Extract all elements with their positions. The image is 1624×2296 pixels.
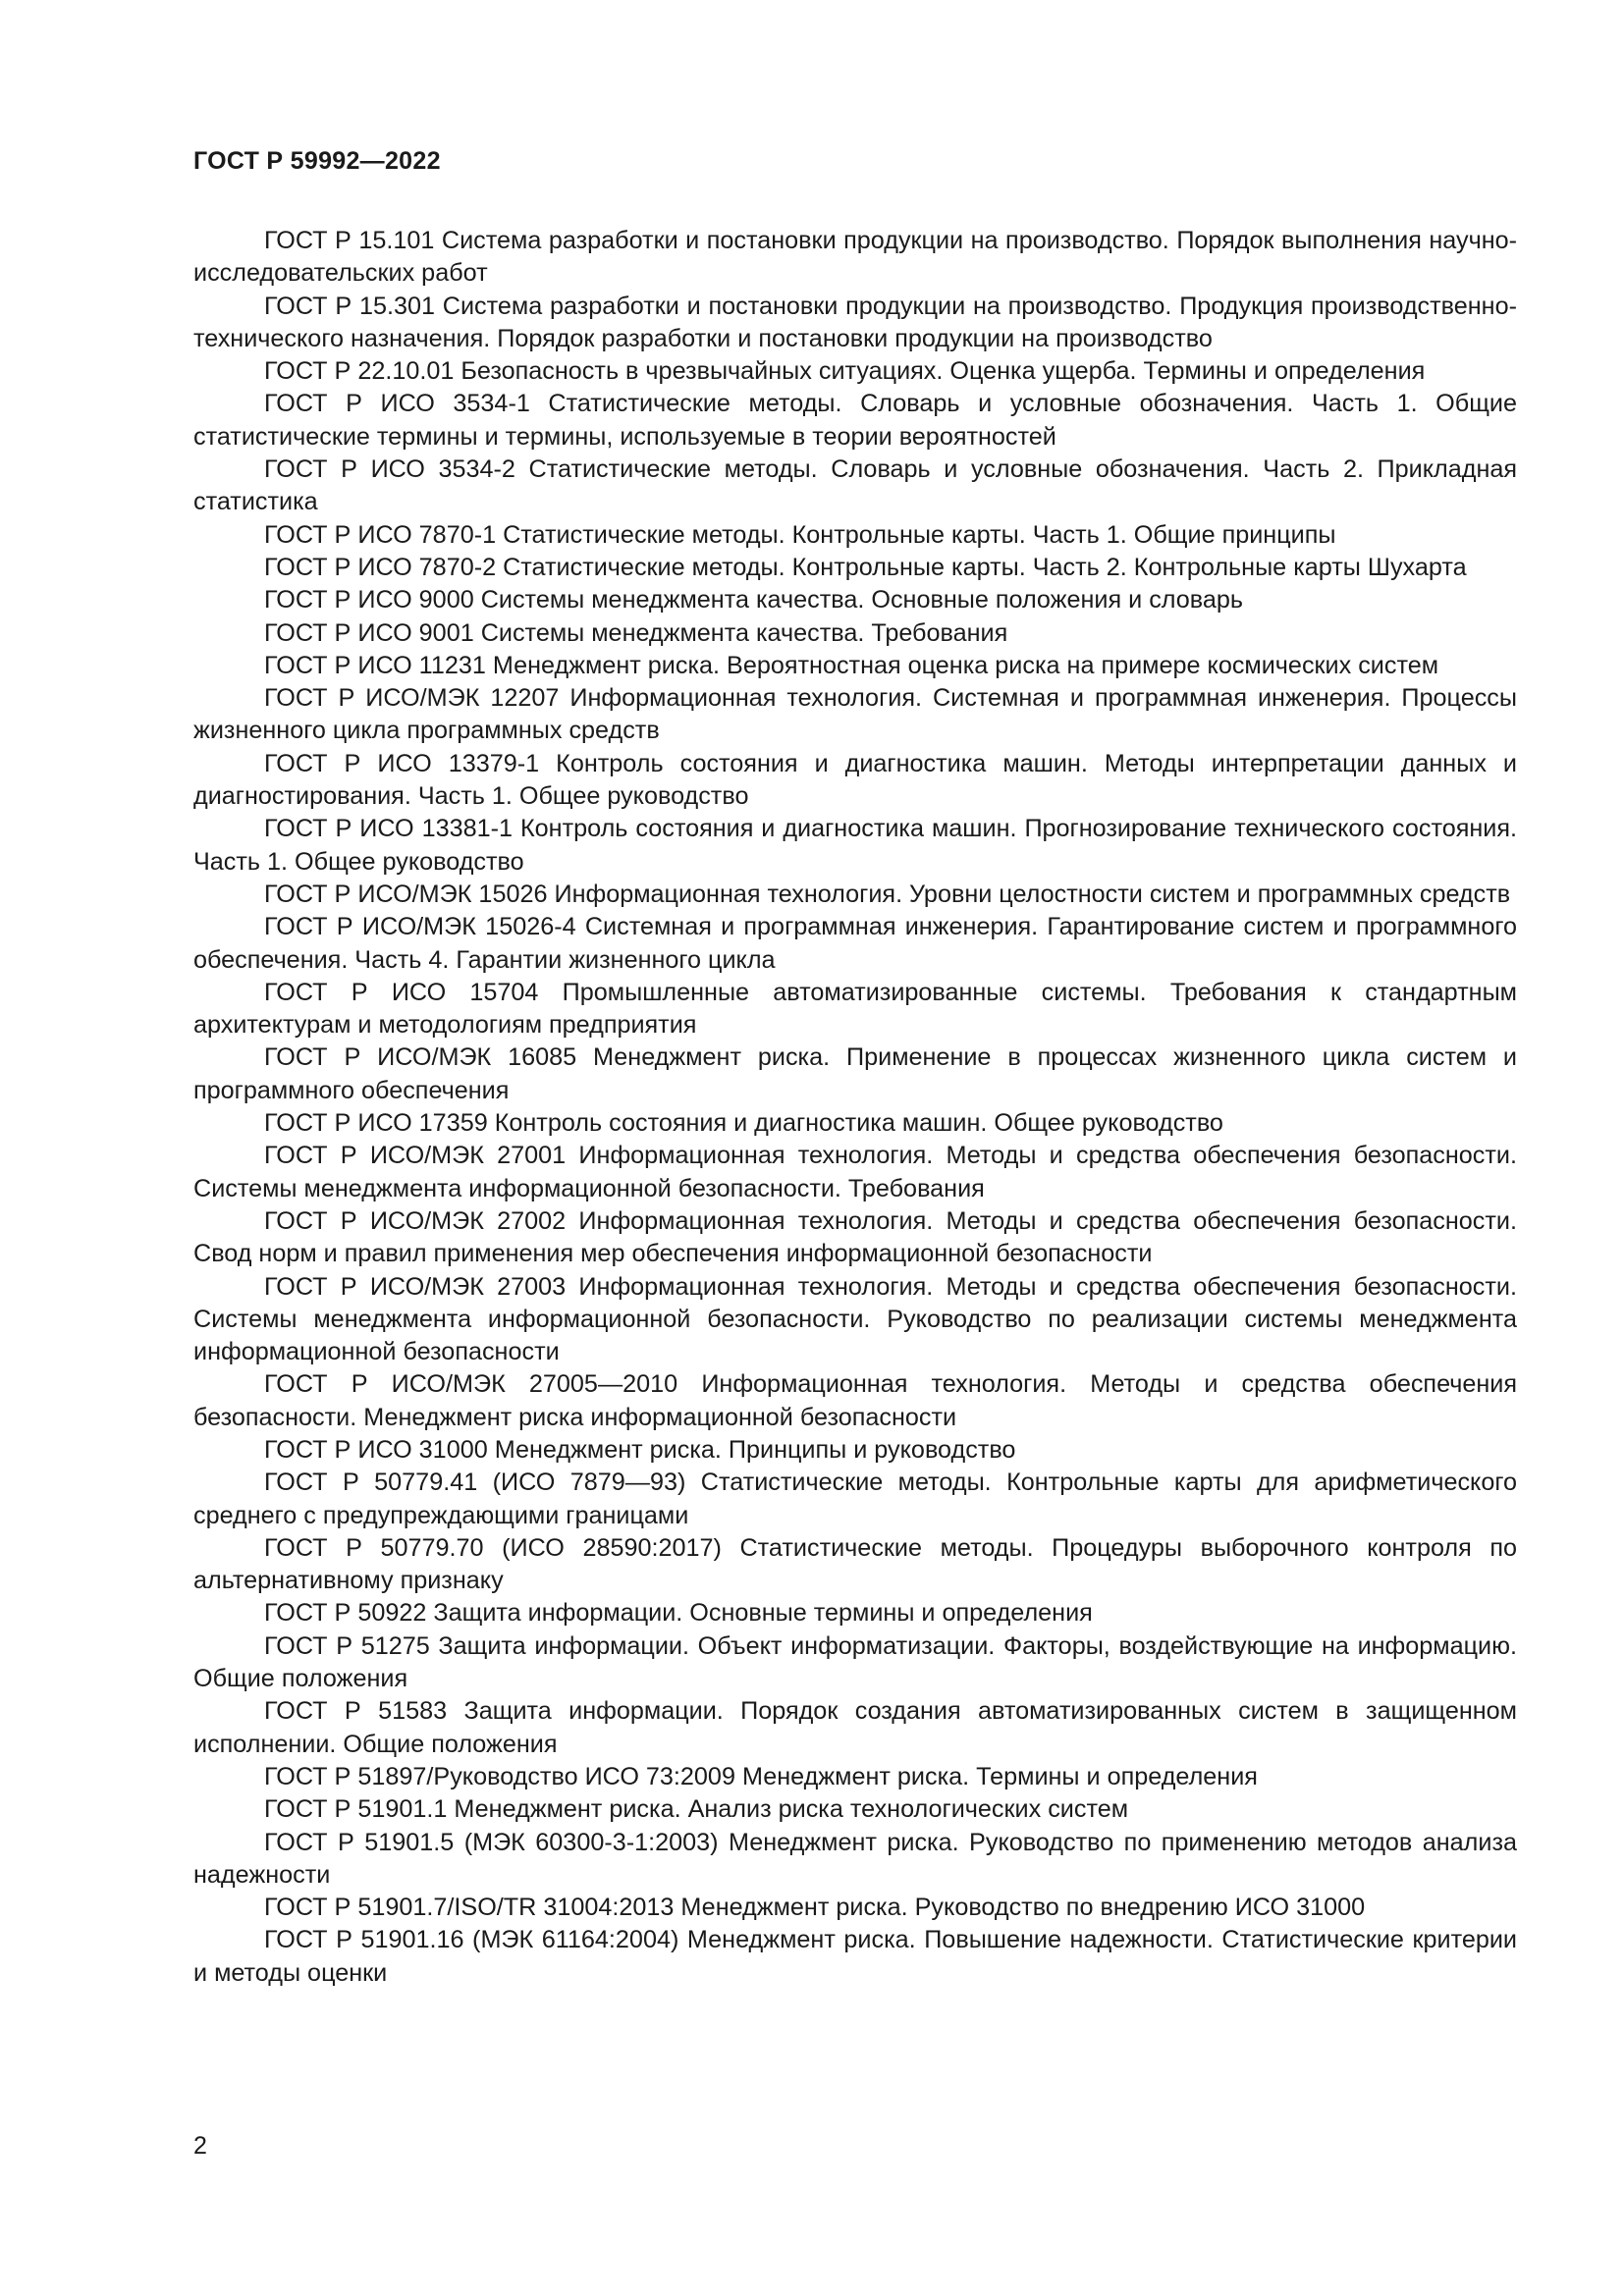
reference-item: ГОСТ Р ИСО/МЭК 15026-4 Системная и программная инженерия. Гарантирование систем и программного обеспечения. Часть 4. Гарантии жизненного цикла xyxy=(193,913,1517,974)
document-header: ГОСТ Р 59992—2022 xyxy=(193,147,441,175)
reference-item: ГОСТ Р 51901.16 (МЭК 61164:2004) Менеджмент риска. Повышение надежности. Статистические критерии и методы оценки xyxy=(193,1926,1517,1987)
reference-list xyxy=(193,225,1517,1990)
reference-item: ГОСТ Р 51275 Защита информации. Объект информатизации. Факторы, воздействующие на информацию. Общие положения xyxy=(193,1631,1517,1693)
reference-item: ГОСТ Р 51901.1 Менеджмент риска. Анализ риска технологических систем xyxy=(264,1795,1129,1824)
reference-item: ГОСТ Р ИСО/МЭК 16085 Менеджмент риска. Применение в процессах жизненного цикла систем и программного обеспечения xyxy=(193,1043,1517,1104)
reference-item: ГОСТ Р 51897/Руководство ИСО 73:2009 Менеджмент риска. Термины и определения xyxy=(264,1762,1258,1790)
reference-item: ГОСТ Р ИСО/МЭК 27001 Информационная технология. Методы и средства обеспечения безопасности. Системы менеджмента информационной безопасности. Требования xyxy=(193,1142,1517,1202)
reference-item: ГОСТ Р ИСО 9000 Системы менеджмента качества. Основные положения и словарь xyxy=(264,586,1244,614)
page-number: 2 xyxy=(193,2132,207,2160)
reference-item: ГОСТ Р ИСО 13379-1 Контроль состояния и диагностика машин. Методы интерпретации данных и диагностирования. Часть 1. Общее руководство xyxy=(193,749,1517,811)
reference-item: ГОСТ Р ИСО 11231 Менеджмент риска. Вероятностная оценка риска на примере космических систем xyxy=(264,651,1439,679)
reference-item: ГОСТ Р 50779.70 (ИСО 28590:2017) Статистические методы. Процедуры выборочного контроля по альтернативному признаку xyxy=(193,1533,1517,1595)
reference-item: ГОСТ Р ИСО 9001 Системы менеджмента качества. Требования xyxy=(264,618,1008,647)
reference-item: ГОСТ Р ИСО/МЭК 27002 Информационная технология. Методы и средства обеспечения безопасности. Свод норм и правил применения мер обеспечения информационной безопасности xyxy=(193,1206,1517,1268)
reference-item: ГОСТ Р 50779.41 (ИСО 7879—93) Статистические методы. Контрольные карты для арифметического среднего с предупреждающими границами xyxy=(193,1468,1517,1529)
reference-item: ГОСТ Р ИСО 17359 Контроль состояния и диагностика машин. Общее руководство xyxy=(264,1109,1223,1138)
reference-item: ГОСТ Р ИСО 31000 Менеджмент риска. Принципы и руководство xyxy=(264,1435,1016,1464)
reference-item: ГОСТ Р ИСО 7870-1 Статистические методы. Контрольные карты. Часть 1. Общие принципы xyxy=(264,520,1336,549)
reference-item: ГОСТ Р 51901.5 (МЭК 60300-3-1:2003) Менеджмент риска. Руководство по применению методов анализа надежности xyxy=(193,1828,1517,1889)
reference-item: ГОСТ Р ИСО 3534-2 Статистические методы. Словарь и условные обозначения. Часть 2. Прикладная статистика xyxy=(193,455,1517,516)
reference-item: ГОСТ Р ИСО/МЭК 15026 Информационная технология. Уровни целостности систем и программных средств xyxy=(264,880,1511,908)
reference-item: ГОСТ Р ИСО/МЭК 27005—2010 Информационная технология. Методы и средства обеспечения безопасности. Менеджмент риска информационной безопасности xyxy=(193,1370,1517,1431)
reference-item: ГОСТ Р ИСО 3534-1 Статистические методы. Словарь и условные обозначения. Часть 1. Общие статистические термины и термины, используемые в теории вероятностей xyxy=(193,390,1517,451)
reference-item: ГОСТ Р ИСО 7870-2 Статистические методы. Контрольные карты. Часть 2. Контрольные карты Шухарта xyxy=(264,553,1467,581)
reference-item: ГОСТ Р 51583 Защита информации. Порядок создания автоматизированных систем в защищенном исполнении. Общие положения xyxy=(193,1697,1517,1758)
reference-item: ГОСТ Р ИСО 13381-1 Контроль состояния и диагностика машин. Прогнозирование технического состояния. Часть 1. Общее руководство xyxy=(193,815,1517,876)
reference-item: ГОСТ Р 50922 Защита информации. Основные термины и определения xyxy=(264,1599,1093,1628)
reference-item: ГОСТ Р ИСО/МЭК 12207 Информационная технология. Системная и программная инженерия. Процессы жизненного цикла программных средств xyxy=(193,684,1517,745)
reference-item: ГОСТ Р 51901.7/ISO/TR 31004:2013 Менеджмент риска. Руководство по внедрению ИСО 31000 xyxy=(264,1894,1366,1922)
reference-item: ГОСТ Р 15.101 Система разработки и постановки продукции на производство. Порядок выполнения научно-исследовательских работ xyxy=(193,227,1517,288)
reference-item: ГОСТ Р ИСО 15704 Промышленные автоматизированные системы. Требования к стандартным архитектурам и методологиям предприятия xyxy=(193,978,1517,1040)
reference-item: ГОСТ Р 22.10.01 Безопасность в чрезвычайных ситуациях. Оценка ущерба. Термины и определения xyxy=(264,357,1426,386)
reference-item: ГОСТ Р 15.301 Система разработки и постановки продукции на производство. Продукция производственно-технического назначения. Порядок разработки и постановки продукции на производство xyxy=(193,292,1517,352)
reference-item: ГОСТ Р ИСО/МЭК 27003 Информационная технология. Методы и средства обеспечения безопасности. Системы менеджмента информационной безопасности. Руководство по реализации системы менеджмента информационной безопасности xyxy=(193,1272,1517,1366)
